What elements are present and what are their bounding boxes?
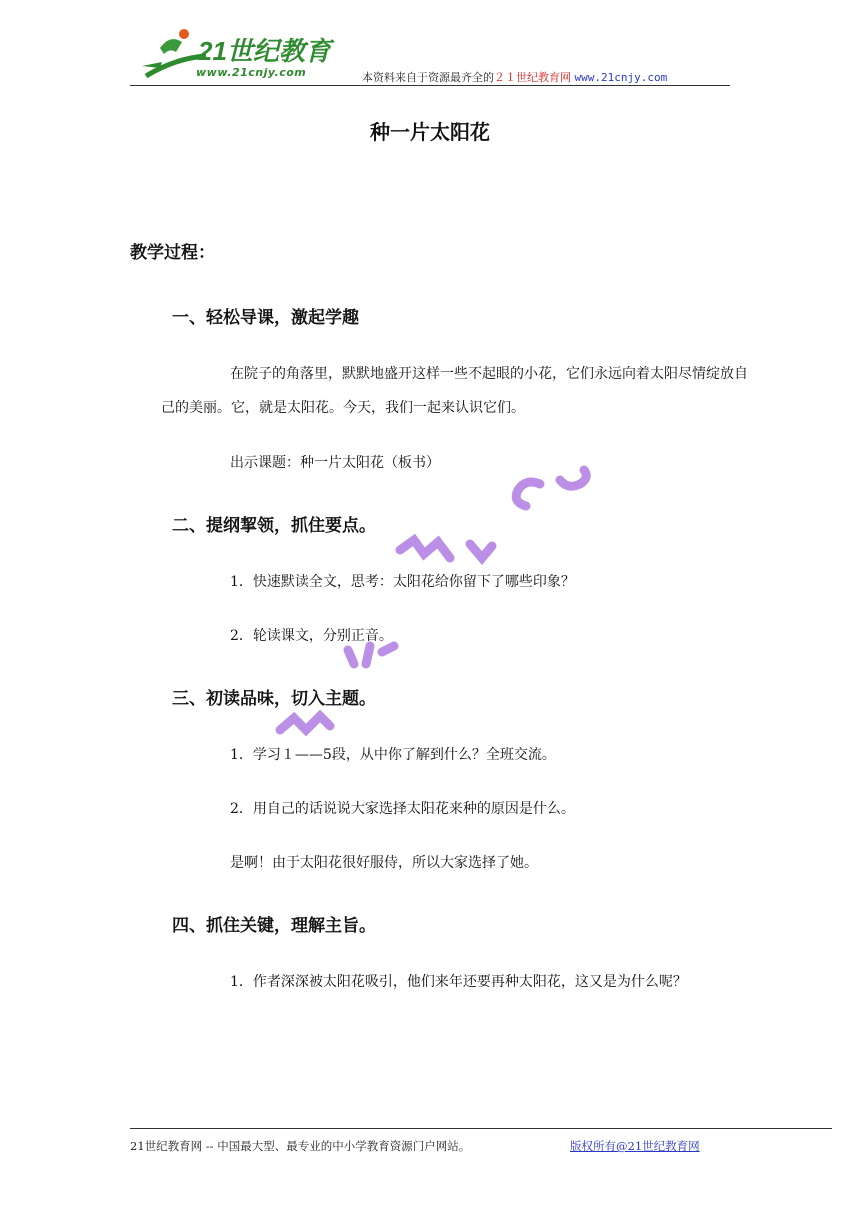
list-item: 1．作者深深被太阳花吸引，他们来年还要再种太阳花，这又是为什么呢？	[230, 974, 687, 990]
runner-icon	[160, 39, 182, 54]
logo-site-text: www.21cnjy.com	[196, 66, 307, 79]
document-title: 种一片太阳花	[370, 120, 490, 144]
topic-line: 出示课题：种一片太阳花（板书）	[230, 455, 440, 471]
watermark-graphic	[270, 440, 630, 750]
section-heading-3: 三、初读品味，切入主题。	[172, 689, 376, 709]
intro-paragraph: 在院子的角落里，默默地盛开这样一些不起眼的小花，它们永远向着太阳尽情绽放自己的美丽。它，就是太阳花。今天，我们一起来认识它们。	[161, 366, 748, 416]
section-heading-1: 一、轻松导课，激起学趣	[172, 308, 359, 328]
section-heading-2: 二、提纲挈领，抓住要点。	[172, 516, 376, 536]
header-note-prefix: 本资料来自于资源最齐全的	[362, 71, 494, 84]
process-heading: 教学过程：	[130, 243, 215, 263]
section-heading-4: 四、抓住关键，理解主旨。	[172, 916, 376, 936]
header-url-link[interactable]: www.21cnjy.com	[574, 71, 668, 84]
footer-text: 21世纪教育网 -- 中国最大型、最专业的中小学教育资源门户网站。	[130, 1139, 471, 1153]
logo-wordmark: 21世纪教育	[198, 36, 331, 66]
header-divider	[130, 85, 730, 86]
list-item: 2．轮读课文，分别正音。	[230, 628, 393, 644]
copyright-link[interactable]: 版权所有@21世纪教育网	[570, 1139, 700, 1153]
header-brand: ２１世纪教育网	[494, 71, 571, 84]
note-line: 是啊！由于太阳花很好服侍，所以大家选择了她。	[230, 855, 538, 871]
header-note	[362, 69, 667, 85]
list-item: 1．学习１——5段，从中你了解到什么？全班交流。	[230, 747, 556, 763]
list-item: 1．快速默读全文，思考：太阳花给你留下了哪些印象？	[230, 574, 575, 590]
list-item: 2．用自己的话说说大家选择太阳花来种的原因是什么。	[230, 801, 575, 817]
footer-divider	[130, 1128, 832, 1129]
